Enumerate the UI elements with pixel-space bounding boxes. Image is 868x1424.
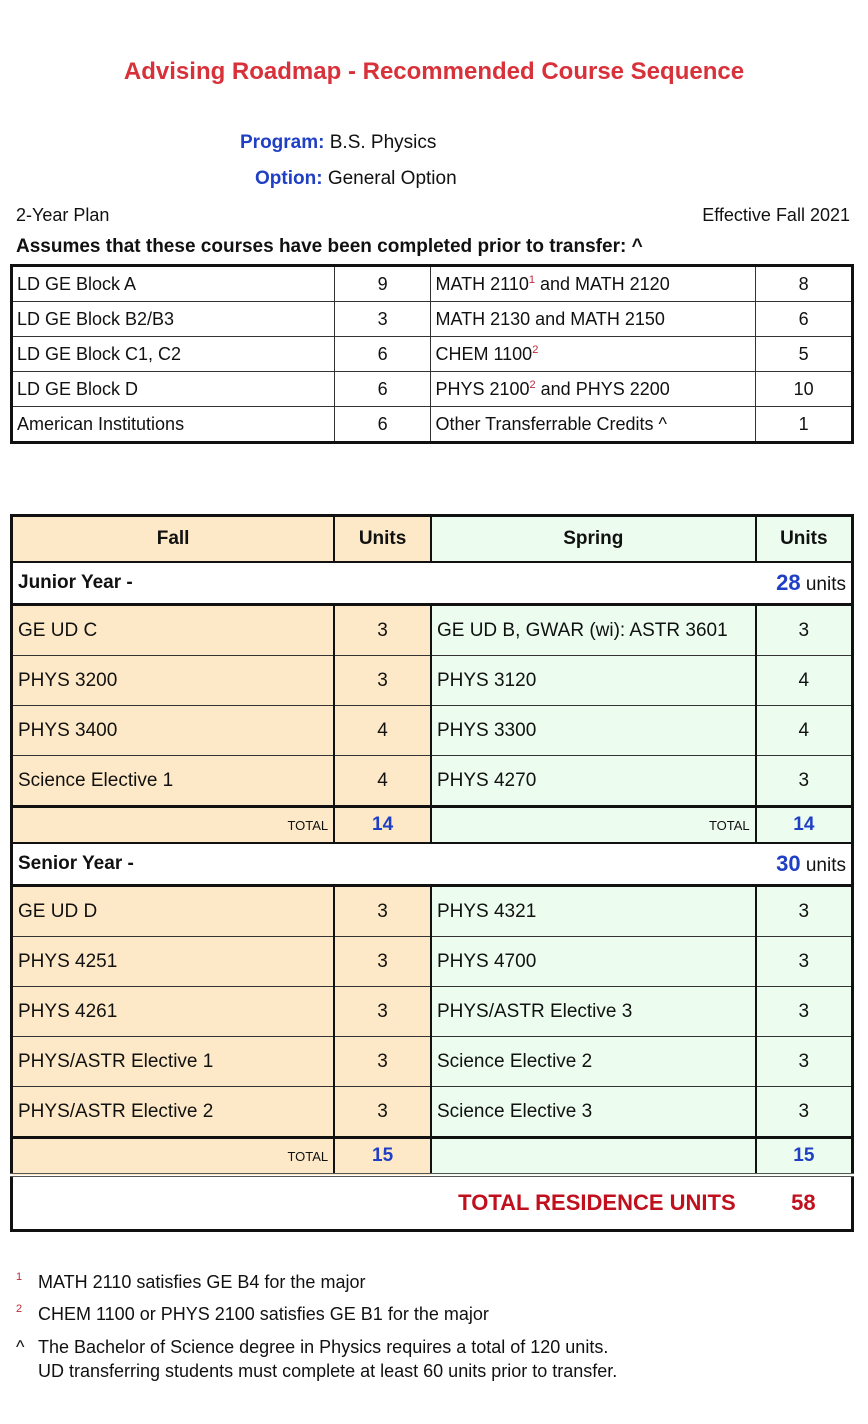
fall-units: 3 (334, 987, 431, 1037)
spring-units: 3 (756, 756, 853, 807)
course-row (12, 886, 853, 937)
spring-total: 14 (756, 807, 853, 844)
spring-course: PHYS 4270 (431, 756, 756, 807)
footnote-2: 2 CHEM 1100 or PHYS 2100 satisfies GE B1 for the major (16, 1303, 489, 1325)
spring-total-label: TOTAL (431, 807, 756, 844)
prior-left: LD GE Block D (12, 372, 335, 407)
prior-left-units: 6 (334, 372, 431, 407)
program-label: Program: (240, 132, 325, 153)
prior-right-units: 8 (756, 266, 853, 302)
prior-course-row (12, 407, 853, 443)
fall-course: PHYS 3200 (12, 656, 335, 706)
prior-courses-heading: Assumes that these courses have been completed prior to transfer: ^ (16, 236, 643, 257)
fall-course: PHYS/ASTR Elective 2 (12, 1087, 335, 1138)
spring-units-header: Units (756, 516, 853, 563)
year-label: Junior Year - (12, 562, 431, 605)
spring-units: 3 (756, 937, 853, 987)
prior-right: MATH 2110$^1$ and MATH 2120 (431, 266, 756, 302)
spring-course: PHYS 4321 (431, 886, 756, 937)
fall-total: 15 (334, 1138, 431, 1176)
spring-units: 4 (756, 656, 853, 706)
fall-course: PHYS 4251 (12, 937, 335, 987)
fall-course: GE UD C (12, 605, 335, 656)
fall-course: GE UD D (12, 886, 335, 937)
course-row (12, 987, 853, 1037)
prior-left-units: 3 (334, 302, 431, 337)
prior-left: LD GE Block B2/B3 (12, 302, 335, 337)
senior-year-row (12, 843, 853, 886)
spring-course: PHYS 4700 (431, 937, 756, 987)
option-value: General Option (327, 168, 457, 189)
fall-units-header: Units (334, 516, 431, 563)
plan-length: 2-Year Plan (16, 205, 110, 225)
prior-right-units: 1 (756, 407, 853, 443)
course-row (12, 1087, 853, 1138)
fall-total: 14 (334, 807, 431, 844)
spring-course: PHYS 3300 (431, 706, 756, 756)
prior-course-row (12, 337, 853, 372)
footnotes (16, 1270, 617, 1391)
prior-right: MATH 2130 and MATH 2150 (431, 302, 756, 337)
spring-course: Science Elective 3 (431, 1087, 756, 1138)
fall-units: 4 (334, 756, 431, 807)
junior-total-row (12, 807, 853, 844)
fall-units: 3 (334, 937, 431, 987)
spring-course: Science Elective 2 (431, 1037, 756, 1087)
course-row (12, 605, 853, 656)
spring-units: 3 (756, 987, 853, 1037)
course-row (12, 706, 853, 756)
year-units: 30 units (431, 843, 853, 886)
prior-course-row (12, 372, 853, 407)
prior-left: LD GE Block A (12, 266, 335, 302)
option-line (255, 168, 457, 190)
residence-total-value: 58 (756, 1175, 853, 1231)
prior-right-units: 6 (756, 302, 853, 337)
fall-total-label: TOTAL (12, 807, 335, 844)
spring-units: 3 (756, 605, 853, 656)
fall-units: 3 (334, 886, 431, 937)
option-label: Option: (255, 168, 323, 189)
prior-left-units: 6 (334, 337, 431, 372)
spring-course: GE UD B, GWAR (wi): ASTR 3601 (431, 605, 756, 656)
prior-right-units: 5 (756, 337, 853, 372)
prior-course-row (12, 266, 853, 302)
prior-right: CHEM 1100$^2$ (431, 337, 756, 372)
year-label: Senior Year - (12, 843, 431, 886)
prior-left: American Institutions (12, 407, 335, 443)
prior-left-units: 6 (334, 407, 431, 443)
program-value: B.S. Physics (329, 132, 437, 153)
fall-course: PHYS 3400 (12, 706, 335, 756)
fall-course: PHYS 4261 (12, 987, 335, 1037)
prior-course-row (12, 302, 853, 337)
program-line (240, 132, 436, 154)
fall-units: 3 (334, 656, 431, 706)
spring-total-label (431, 1138, 756, 1176)
effective-date: Effective Fall 2021 (702, 205, 850, 225)
spring-units: 3 (756, 1037, 853, 1087)
fall-units: 3 (334, 1037, 431, 1087)
course-row (12, 756, 853, 807)
spring-units: 3 (756, 886, 853, 937)
spring-header: Spring (431, 516, 756, 563)
fall-units: 3 (334, 605, 431, 656)
spring-course: PHYS 3120 (431, 656, 756, 706)
page-title: Advising Roadmap - Recommended Course Sequence (123, 58, 745, 85)
fall-header: Fall (12, 516, 335, 563)
prior-right-units: 10 (756, 372, 853, 407)
prior-left-units: 9 (334, 266, 431, 302)
spring-units: 4 (756, 706, 853, 756)
prior-right: Other Transferrable Credits ^ (431, 407, 756, 443)
spring-course: PHYS/ASTR Elective 3 (431, 987, 756, 1037)
fall-course: PHYS/ASTR Elective 1 (12, 1037, 335, 1087)
fall-total-label: TOTAL (12, 1138, 335, 1176)
residence-total-label: TOTAL RESIDENCE UNITS (12, 1175, 756, 1231)
course-row (12, 1037, 853, 1087)
footnote-caret: ^ The Bachelor of Science degree in Physics requires a total of 120 units. UD transferring students must complete at least 60 units prior to transfer. (16, 1336, 618, 1381)
senior-total-row (12, 1138, 853, 1176)
junior-year-row (12, 562, 853, 605)
fall-units: 3 (334, 1087, 431, 1138)
footnote-1: 1 MATH 2110 satisfies GE B4 for the major (16, 1271, 366, 1292)
prior-right: PHYS 2100$^2$ and PHYS 2200 (431, 372, 756, 407)
residence-total-row (12, 1175, 853, 1231)
course-sequence-table (10, 514, 854, 1232)
spring-units: 3 (756, 1087, 853, 1138)
prior-left: LD GE Block C1, C2 (12, 337, 335, 372)
course-row (12, 656, 853, 706)
fall-units: 4 (334, 706, 431, 756)
spring-total: 15 (756, 1138, 853, 1176)
fall-course: Science Elective 1 (12, 756, 335, 807)
year-units: 28 units (431, 562, 853, 605)
prior-courses-table (10, 264, 854, 444)
course-row (12, 937, 853, 987)
